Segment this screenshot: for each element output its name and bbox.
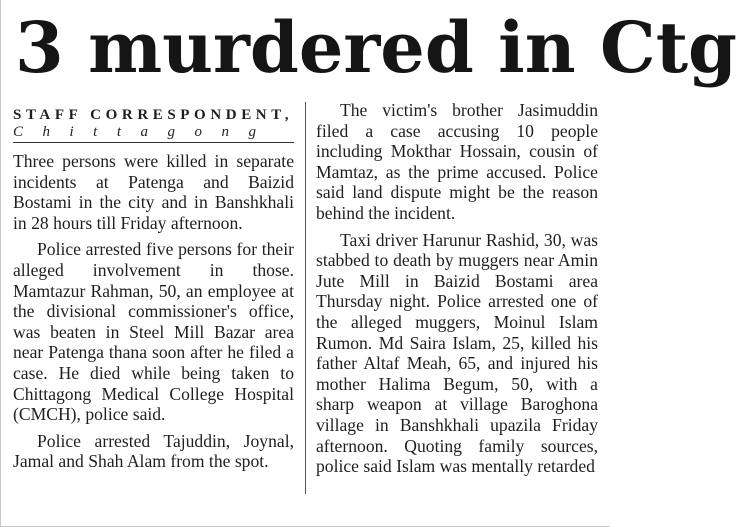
left-column xyxy=(13,100,294,478)
right-column xyxy=(316,100,598,483)
paragraph-intro: Three persons were killed in separate incidents at Patenga and Baizid Bostami in the city and in Banshkhali in 28 hours till Friday afternoon. xyxy=(13,151,294,233)
byline: STAFF CORRESPONDENT, xyxy=(13,107,294,123)
paragraph-case: The victim's brother Jasimuddin filed a case accusing 10 people including Mokthar Hossain, cousin of Mamtaz, as the prime accused. Police said land dispute might be the reason behind the incident. xyxy=(316,100,598,223)
paragraph-names: Police arrested Tajuddin, Joynal, Jamal and Shah Alam from the spot. xyxy=(13,430,294,472)
dateline: Chittagong xyxy=(13,124,294,143)
paragraph-arrests: Police arrested five persons for their alleged involvement in those. Mamtazur Rahman, 50, an employee at the divisional commissioner's office, was beaten in Steel Mill Bazar area near Patenga thana soon after he filed a case. He died while being taken to Chittagong Medical College Hospital (CMCH), police said. xyxy=(13,239,294,425)
headline: 3 murdered in Ctg xyxy=(15,6,737,89)
column-divider xyxy=(305,102,306,494)
paragraph-taxi-driver: Taxi driver Harunur Rashid, 30, was stabbed to death by muggers near Amin Jute Mill in Baizid Bostami area Thursday night. Police arrested one of the alleged muggers, Moinul Islam Rumon. Md Saira Islam, 25, killed his father Altaf Meah, 65, and injured his mother Halima Begum, 50, with a sharp weapon at village Baroghona village in Banshkhali upazila Friday afternoon. Quoting family sources, police said Islam was mentally retarded xyxy=(316,229,598,477)
